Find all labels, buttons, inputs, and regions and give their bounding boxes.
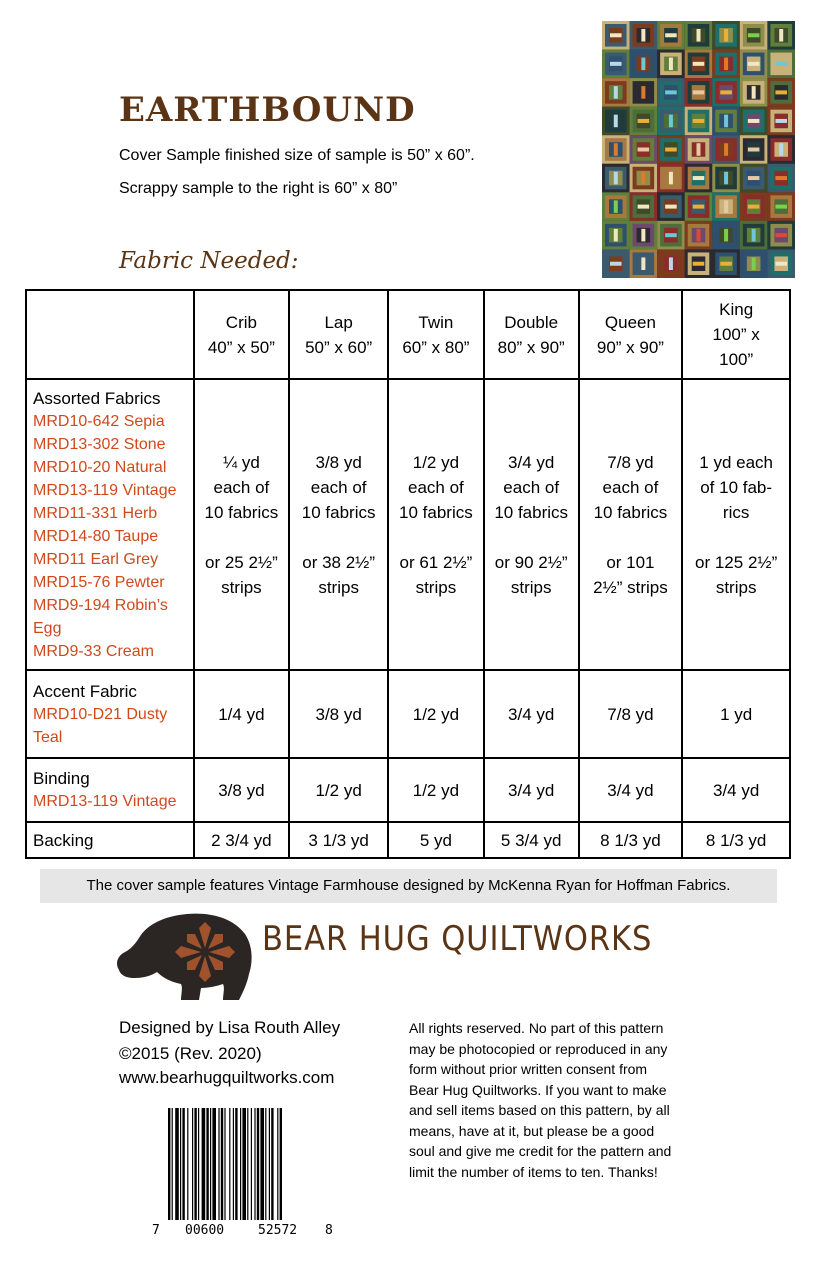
backing-twin: 5 yd — [388, 822, 484, 858]
brand-name: BEAR HUG QUILTWORKS — [262, 919, 653, 959]
quilt-sample-image — [602, 21, 795, 278]
size-lap: Lap 50” x 60” — [289, 290, 388, 379]
fabric-needed-heading: Fabric Needed: — [119, 248, 299, 274]
size-crib: Crib 40” x 50” — [194, 290, 290, 379]
accent-twin: 1/2 yd — [388, 670, 484, 758]
bear-logo-icon — [113, 908, 255, 1009]
accent-king: 1 yd — [682, 670, 790, 758]
backing-label-cell: Backing — [26, 822, 194, 858]
backing-king: 8 1/3 yd — [682, 822, 790, 858]
table-row-assorted — [26, 379, 790, 670]
barcode-digit-first: 7 — [152, 1223, 160, 1238]
assorted-queen: 7/8 yd each of 10 fabrics or 101 2½” strips — [579, 379, 683, 670]
accent-queen: 7/8 yd — [579, 670, 683, 758]
binding-crib: 3/8 yd — [194, 758, 290, 822]
binding-twin: 1/2 yd — [388, 758, 484, 822]
table-row-binding — [26, 758, 790, 822]
assorted-crib: ¼ yd each of 10 fabrics or 25 2½” strips — [194, 379, 290, 670]
website-link[interactable]: www.bearhugquiltworks.com — [119, 1068, 335, 1087]
table-row-backing — [26, 822, 790, 858]
table-row-accent — [26, 670, 790, 758]
rights-statement: All rights reserved. No part of this pattern may be photocopied or reproduced in any form without prior written consent from Bear Hug Quiltworks. If you want to make and sell items based on this pattern, by all means, have at it, but please be a good soul and give me credit for the pattern and limit the number of items to ten. Thanks! — [409, 1020, 672, 1180]
accent-lap: 3/8 yd — [289, 670, 388, 758]
assorted-double: 3/4 yd each of 10 fabrics or 90 2½” strips — [484, 379, 579, 670]
backing-queen: 8 1/3 yd — [579, 822, 683, 858]
size-king: King 100” x 100” — [682, 290, 790, 379]
scrappy-size-line: Scrappy sample to the right is 60” x 80” — [119, 180, 398, 197]
fabric-table — [25, 289, 791, 859]
binding-double: 3/4 yd — [484, 758, 579, 822]
pattern-title: EARTHBOUND — [119, 90, 416, 130]
accent-double: 3/4 yd — [484, 670, 579, 758]
copyright-text: ©2015 (Rev. 2020) — [119, 1044, 262, 1063]
barcode-digits-left: 00600 — [185, 1223, 225, 1238]
barcode-digits-right: 52572 — [258, 1223, 298, 1238]
cover-note: The cover sample features Vintage Farmhouse designed by McKenna Ryan for Hoffman Fabrics. — [40, 869, 777, 903]
backing-double: 5 3/4 yd — [484, 822, 579, 858]
size-queen: Queen 90” x 90” — [579, 290, 683, 379]
size-twin: Twin 60” x 80” — [388, 290, 484, 379]
barcode — [150, 1108, 330, 1243]
header-empty-cell — [26, 290, 194, 379]
barcode-digit-last: 8 — [325, 1223, 333, 1238]
designer-credit: Designed by Lisa Routh Alley — [119, 1018, 341, 1037]
binding-lap: 1/2 yd — [289, 758, 388, 822]
binding-king: 3/4 yd — [682, 758, 790, 822]
backing-crib: 2 3/4 yd — [194, 822, 290, 858]
table-header-row — [26, 290, 790, 379]
cover-size-line: Cover Sample finished size of sample is 50” x 60”. — [119, 147, 475, 164]
binding-label-cell: Binding MRD13-119 Vintage — [26, 758, 194, 822]
accent-crib: 1/4 yd — [194, 670, 290, 758]
size-double: Double 80” x 90” — [484, 290, 579, 379]
accent-label-cell: Accent Fabric MRD10-D21 Dusty Teal — [26, 670, 194, 758]
assorted-king: 1 yd each of 10 fab- rics or 125 2½” strips — [682, 379, 790, 670]
assorted-twin: 1/2 yd each of 10 fabrics or 61 2½” strips — [388, 379, 484, 670]
assorted-lap: 3/8 yd each of 10 fabrics or 38 2½” strips — [289, 379, 388, 670]
assorted-label-cell: Assorted Fabrics MRD10-642 Sepia MRD13-302 Stone MRD10-20 Natural MRD13-119 Vintage MRD11-331 Herb MRD14-80 Taupe MRD11 Earl Grey MRD15-76 Pewter MRD9-194 Robin’s Egg MRD9-33 Cream — [26, 379, 194, 670]
backing-lap: 3 1/3 yd — [289, 822, 388, 858]
binding-queen: 3/4 yd — [579, 758, 683, 822]
